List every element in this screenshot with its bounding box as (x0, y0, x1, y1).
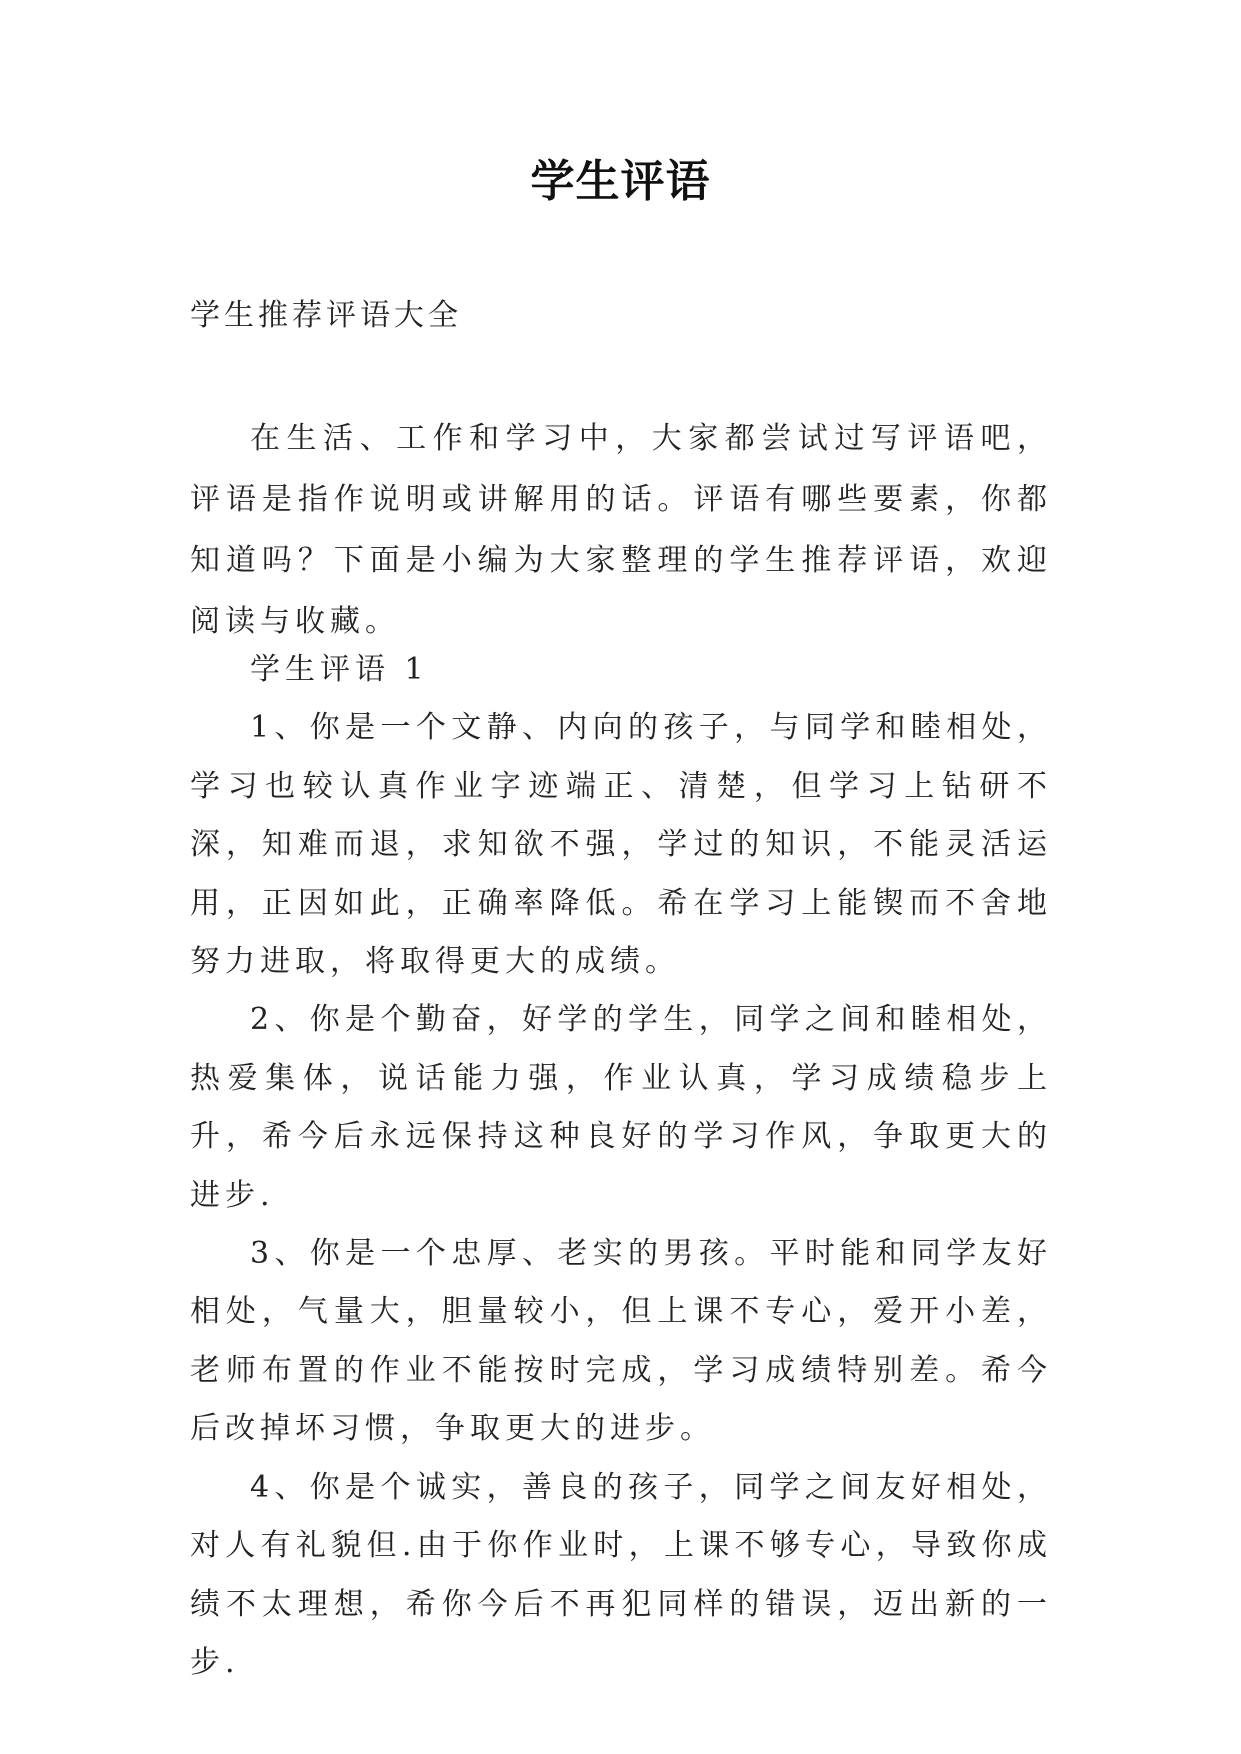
comment-paragraph: 2、你是个勤奋，好学的学生，同学之间和睦相处，热爱集体，说话能力强，作业认真，学习成绩稳步上升，希今后永远保持这种良好的学习作风，争取更大的进步. (190, 1002, 1052, 1213)
comment-paragraph: 3、你是一个忠厚、老实的男孩。平时能和同学友好相处，气量大，胆量较小，但上课不专心，爱开小差，老师布置的作业不能按时完成，学习成绩特别差。希今后改掉坏习惯，争取更大的进步。 (190, 1236, 1052, 1447)
comment-paragraph: 1、你是一个文静、内向的孩子，与同学和睦相处，学习也较认真作业字迹端正、清楚，但学习上钻研不深，知难而退，求知欲不强，学过的知识，不能灵活运用，正因如此，正确率降低。希在学习上能锲而不舍地努力进取，将取得更大的成绩。 (190, 710, 1052, 980)
comment-paragraph: 4、你是个诚实，善良的孩子，同学之间友好相处，对人有礼貌但.由于你作业时，上课不够专心，导致你成绩不太理想，希你今后不再犯同样的错误，迈出新的一步. (190, 1469, 1052, 1680)
intro-paragraph: 在生活、工作和学习中，大家都尝试过写评语吧，评语是指作说明或讲解用的话。评语有哪些要素，你都知道吗？下面是小编为大家整理的学生推荐评语，欢迎阅读与收藏。 (190, 421, 1052, 639)
document-title: 学生评语 (530, 156, 711, 207)
intro-section (190, 408, 1052, 652)
section-heading: 学生评语 1 (250, 652, 429, 687)
document-subtitle: 学生推荐评语大全 (190, 298, 462, 333)
comments-section (190, 641, 1052, 1692)
